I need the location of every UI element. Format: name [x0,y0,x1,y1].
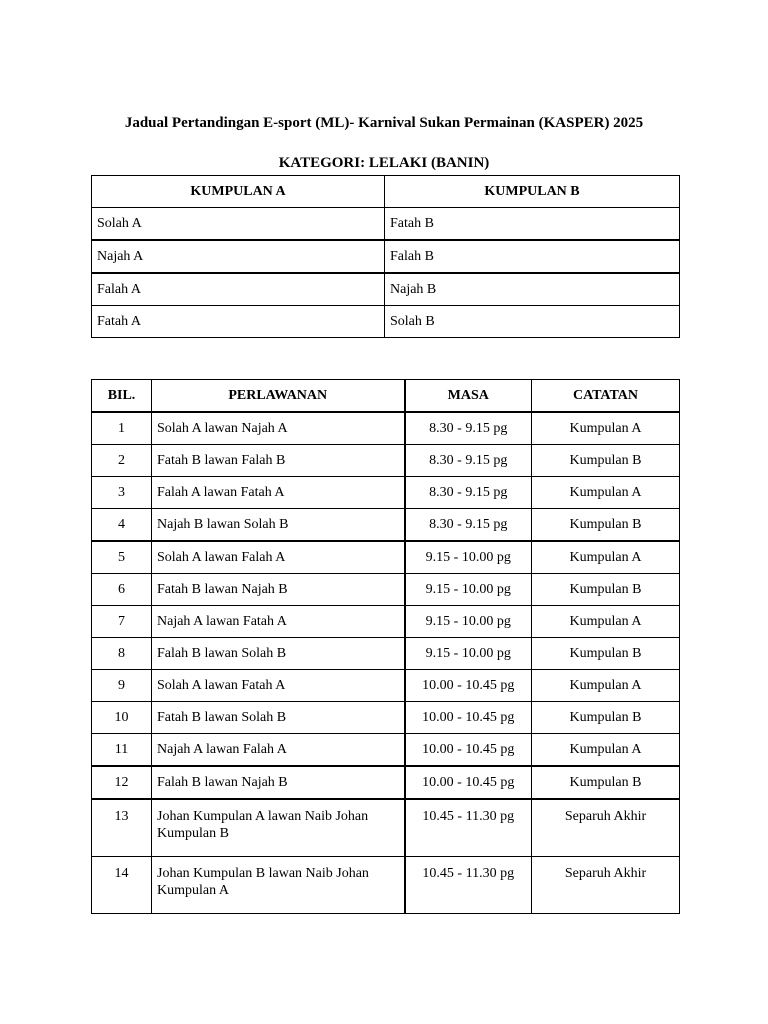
match-pairing: Fatah B lawan Falah B [152,445,405,477]
match-number: 10 [92,702,152,734]
match-note: Kumpulan B [532,638,680,670]
groups-row [92,306,680,338]
match-time: 8.30 - 9.15 pg [405,445,532,477]
match-time: 9.15 - 10.00 pg [405,574,532,606]
match-pairing: Fatah B lawan Najah B [152,574,405,606]
match-time: 10.00 - 10.45 pg [405,702,532,734]
schedule-table [91,379,680,914]
match-number: 8 [92,638,152,670]
match-time: 8.30 - 9.15 pg [405,412,532,445]
match-pairing: Fatah B lawan Solah B [152,702,405,734]
schedule-row [92,670,680,702]
match-number: 11 [92,734,152,767]
schedule-row [92,477,680,509]
match-note: Kumpulan A [532,606,680,638]
match-pairing: Falah B lawan Najah B [152,766,405,799]
group-a-header: KUMPULAN A [92,176,385,208]
match-pairing: Falah B lawan Solah B [152,638,405,670]
groups-row [92,273,680,306]
match-time: 10.00 - 10.45 pg [405,766,532,799]
match-time: 10.00 - 10.45 pg [405,734,532,767]
match-note: Kumpulan B [532,574,680,606]
schedule-row [92,445,680,477]
match-number: 14 [92,857,152,914]
masa-header: MASA [405,380,532,413]
match-note: Kumpulan A [532,541,680,574]
groups-row [92,240,680,273]
groups-header-row [92,176,680,208]
match-note: Kumpulan A [532,412,680,445]
match-time: 9.15 - 10.00 pg [405,606,532,638]
schedule-row [92,574,680,606]
match-time: 9.15 - 10.00 pg [405,541,532,574]
match-number: 2 [92,445,152,477]
match-note: Kumpulan A [532,734,680,767]
match-number: 3 [92,477,152,509]
match-note: Kumpulan B [532,766,680,799]
group-b-team: Najah B [385,273,680,306]
match-note: Kumpulan A [532,477,680,509]
group-b-team: Solah B [385,306,680,338]
group-a-team: Solah A [92,208,385,241]
document-title: Jadual Pertandingan E-sport (ML)- Karnival Sukan Permainan (KASPER) 2025 [124,115,644,131]
match-pairing: Falah A lawan Fatah A [152,477,405,509]
group-a-team: Fatah A [92,306,385,338]
match-number: 9 [92,670,152,702]
match-time: 8.30 - 9.15 pg [405,477,532,509]
catatan-header: CATATAN [532,380,680,413]
match-note: Separuh Akhir [532,857,680,914]
match-pairing: Solah A lawan Falah A [152,541,405,574]
match-number: 13 [92,799,152,857]
match-pairing: Najah A lawan Falah A [152,734,405,767]
schedule-row [92,509,680,542]
group-b-team: Falah B [385,240,680,273]
match-number: 1 [92,412,152,445]
match-pairing: Johan Kumpulan A lawan Naib Johan Kumpulan B [152,799,405,857]
schedule-row [92,702,680,734]
groups-row [92,208,680,241]
group-b-team: Fatah B [385,208,680,241]
groups-table [91,175,680,338]
match-time: 10.45 - 11.30 pg [405,857,532,914]
schedule-header-row [92,380,680,413]
schedule-row [92,638,680,670]
match-note: Kumpulan A [532,670,680,702]
group-a-team: Falah A [92,273,385,306]
match-number: 4 [92,509,152,542]
match-note: Kumpulan B [532,702,680,734]
match-number: 7 [92,606,152,638]
match-note: Kumpulan B [532,445,680,477]
match-time: 9.15 - 10.00 pg [405,638,532,670]
schedule-row [92,766,680,799]
match-time: 10.00 - 10.45 pg [405,670,532,702]
match-number: 6 [92,574,152,606]
match-number: 12 [92,766,152,799]
match-time: 10.45 - 11.30 pg [405,799,532,857]
bil-header: BIL. [92,380,152,413]
category-heading: KATEGORI: LELAKI (BANIN) [278,155,490,171]
schedule-row [92,734,680,767]
match-pairing: Najah A lawan Fatah A [152,606,405,638]
schedule-row [92,799,680,857]
match-pairing: Solah A lawan Fatah A [152,670,405,702]
schedule-row [92,606,680,638]
match-note: Kumpulan B [532,509,680,542]
schedule-row [92,541,680,574]
perlawanan-header: PERLAWANAN [152,380,405,413]
group-b-header: KUMPULAN B [385,176,680,208]
match-pairing: Solah A lawan Najah A [152,412,405,445]
match-note: Separuh Akhir [532,799,680,857]
match-pairing: Najah B lawan Solah B [152,509,405,542]
match-number: 5 [92,541,152,574]
schedule-row [92,857,680,914]
schedule-row [92,412,680,445]
match-time: 8.30 - 9.15 pg [405,509,532,542]
group-a-team: Najah A [92,240,385,273]
match-pairing: Johan Kumpulan B lawan Naib Johan Kumpulan A [152,857,405,914]
